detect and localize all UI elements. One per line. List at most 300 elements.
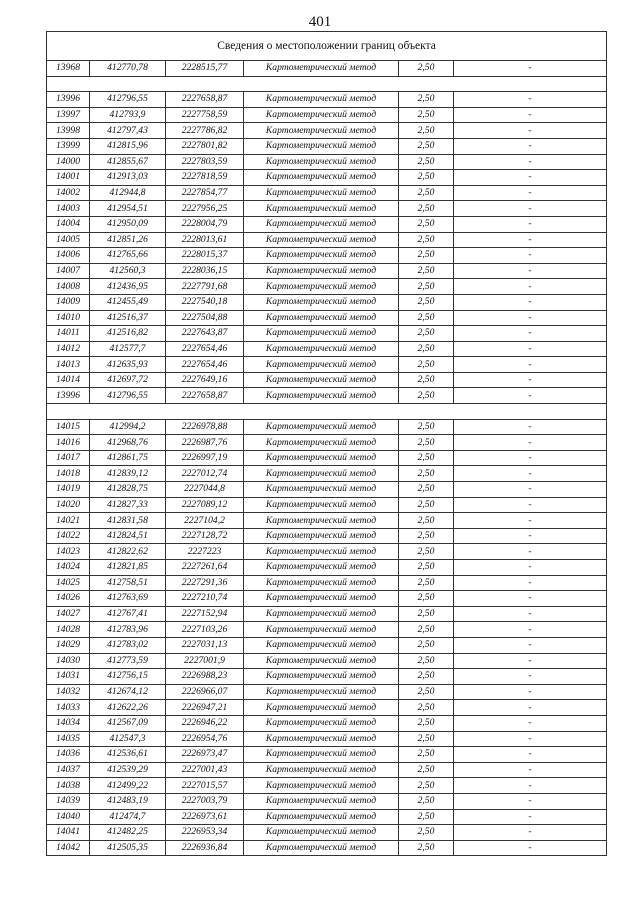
coord-y: 2228515,77 <box>166 61 244 77</box>
table-row <box>47 637 607 653</box>
method-cell: Картометрический метод <box>244 809 399 825</box>
coord-y: 2227803,59 <box>166 154 244 170</box>
coord-x: 412793,9 <box>90 107 166 123</box>
coord-y: 2227015,57 <box>166 778 244 794</box>
precision-cell: 2,50 <box>399 575 454 591</box>
table-row <box>47 560 607 576</box>
point-number: 14020 <box>47 497 90 513</box>
point-number: 14036 <box>47 747 90 763</box>
point-number: 14027 <box>47 606 90 622</box>
precision-cell: 2,50 <box>399 793 454 809</box>
boundary-table <box>46 31 607 856</box>
point-number: 14040 <box>47 809 90 825</box>
coord-x: 412773,59 <box>90 653 166 669</box>
coord-y: 2227658,87 <box>166 388 244 404</box>
coord-y: 2227540,18 <box>166 294 244 310</box>
coord-x: 412560,3 <box>90 263 166 279</box>
point-number: 14002 <box>47 185 90 201</box>
table-row <box>47 840 607 856</box>
table-row <box>47 232 607 248</box>
point-number: 14029 <box>47 637 90 653</box>
coord-x: 412831,58 <box>90 513 166 529</box>
point-number: 14004 <box>47 216 90 232</box>
precision-cell: 2,50 <box>399 684 454 700</box>
point-number: 14007 <box>47 263 90 279</box>
coord-y: 2226987,76 <box>166 435 244 451</box>
method-cell: Картометрический метод <box>244 216 399 232</box>
coord-y: 2226966,07 <box>166 684 244 700</box>
table-row <box>47 279 607 295</box>
precision-cell: 2,50 <box>399 216 454 232</box>
coord-y: 2228015,37 <box>166 248 244 264</box>
point-number: 14014 <box>47 372 90 388</box>
coord-x: 412827,33 <box>90 497 166 513</box>
coord-x: 412822,62 <box>90 544 166 560</box>
table-row <box>47 575 607 591</box>
table-row <box>47 482 607 498</box>
precision-cell: 2,50 <box>399 513 454 529</box>
precision-cell: 2,50 <box>399 560 454 576</box>
table-row <box>47 528 607 544</box>
point-number: 14039 <box>47 793 90 809</box>
table-row <box>47 170 607 186</box>
coord-x: 412861,75 <box>90 450 166 466</box>
point-number: 14033 <box>47 700 90 716</box>
table-row <box>47 185 607 201</box>
description-cell: - <box>454 263 607 279</box>
coord-y: 2228013,61 <box>166 232 244 248</box>
method-cell: Картометрический метод <box>244 388 399 404</box>
method-cell: Картометрический метод <box>244 731 399 747</box>
precision-cell: 2,50 <box>399 326 454 342</box>
table-row <box>47 653 607 669</box>
description-cell: - <box>454 684 607 700</box>
coord-y: 2227223 <box>166 544 244 560</box>
table-row <box>47 715 607 731</box>
coord-x: 412622,26 <box>90 700 166 716</box>
method-cell: Картометрический метод <box>244 419 399 435</box>
table-row <box>47 513 607 529</box>
boundary-sheet <box>46 31 606 856</box>
method-cell: Картометрический метод <box>244 653 399 669</box>
method-cell: Картометрический метод <box>244 544 399 560</box>
coord-x: 412855,67 <box>90 154 166 170</box>
description-cell: - <box>454 435 607 451</box>
coord-y: 2226978,88 <box>166 419 244 435</box>
table-row <box>47 372 607 388</box>
point-number: 14024 <box>47 560 90 576</box>
point-number: 14012 <box>47 341 90 357</box>
precision-cell: 2,50 <box>399 372 454 388</box>
point-number: 14022 <box>47 528 90 544</box>
method-cell: Картометрический метод <box>244 762 399 778</box>
description-cell: - <box>454 232 607 248</box>
coord-y: 2227504,88 <box>166 310 244 326</box>
coord-y: 2227786,82 <box>166 123 244 139</box>
method-cell: Картометрический метод <box>244 840 399 856</box>
precision-cell: 2,50 <box>399 466 454 482</box>
coord-x: 412783,02 <box>90 637 166 653</box>
method-cell: Картометрический метод <box>244 622 399 638</box>
precision-cell: 2,50 <box>399 700 454 716</box>
coord-x: 412674,12 <box>90 684 166 700</box>
method-cell: Картометрический метод <box>244 825 399 841</box>
table-row <box>47 778 607 794</box>
coord-y: 2226947,21 <box>166 700 244 716</box>
description-cell: - <box>454 248 607 264</box>
precision-cell: 2,50 <box>399 232 454 248</box>
description-cell: - <box>454 185 607 201</box>
point-number: 14008 <box>47 279 90 295</box>
point-number: 14010 <box>47 310 90 326</box>
table-row <box>47 809 607 825</box>
precision-cell: 2,50 <box>399 107 454 123</box>
table-row <box>47 419 607 435</box>
description-cell: - <box>454 419 607 435</box>
table-row <box>47 326 607 342</box>
method-cell: Картометрический метод <box>244 372 399 388</box>
precision-cell: 2,50 <box>399 637 454 653</box>
coord-x: 412783,96 <box>90 622 166 638</box>
point-number: 14001 <box>47 170 90 186</box>
coord-x: 412697,72 <box>90 372 166 388</box>
method-cell: Картометрический метод <box>244 123 399 139</box>
coord-y: 2227044,8 <box>166 482 244 498</box>
point-number: 14023 <box>47 544 90 560</box>
description-cell: - <box>454 279 607 295</box>
coord-y: 2227801,82 <box>166 138 244 154</box>
point-number: 13968 <box>47 61 90 77</box>
precision-cell: 2,50 <box>399 747 454 763</box>
method-cell: Картометрический метод <box>244 435 399 451</box>
method-cell: Картометрический метод <box>244 185 399 201</box>
method-cell: Картометрический метод <box>244 482 399 498</box>
point-number: 13998 <box>47 123 90 139</box>
precision-cell: 2,50 <box>399 669 454 685</box>
method-cell: Картометрический метод <box>244 575 399 591</box>
method-cell: Картометрический метод <box>244 778 399 794</box>
description-cell: - <box>454 793 607 809</box>
coord-x: 412536,61 <box>90 747 166 763</box>
description-cell: - <box>454 388 607 404</box>
table-row <box>47 92 607 108</box>
description-cell: - <box>454 622 607 638</box>
coord-y: 2227001,9 <box>166 653 244 669</box>
coord-x: 412756,15 <box>90 669 166 685</box>
method-cell: Картометрический метод <box>244 700 399 716</box>
precision-cell: 2,50 <box>399 731 454 747</box>
method-cell: Картометрический метод <box>244 138 399 154</box>
description-cell: - <box>454 450 607 466</box>
precision-cell: 2,50 <box>399 544 454 560</box>
coord-x: 412567,09 <box>90 715 166 731</box>
method-cell: Картометрический метод <box>244 341 399 357</box>
table-row <box>47 154 607 170</box>
table-row <box>47 310 607 326</box>
method-cell: Картометрический метод <box>244 669 399 685</box>
method-cell: Картометрический метод <box>244 528 399 544</box>
description-cell: - <box>454 637 607 653</box>
precision-cell: 2,50 <box>399 653 454 669</box>
coord-x: 412455,49 <box>90 294 166 310</box>
description-cell: - <box>454 466 607 482</box>
description-cell: - <box>454 606 607 622</box>
precision-cell: 2,50 <box>399 591 454 607</box>
coord-x: 412944,8 <box>90 185 166 201</box>
coord-y: 2227031,13 <box>166 637 244 653</box>
description-cell: - <box>454 372 607 388</box>
description-cell: - <box>454 341 607 357</box>
coord-y: 2227261,64 <box>166 560 244 576</box>
precision-cell: 2,50 <box>399 622 454 638</box>
method-cell: Картометрический метод <box>244 279 399 295</box>
precision-cell: 2,50 <box>399 825 454 841</box>
table-row <box>47 825 607 841</box>
coord-x: 412828,75 <box>90 482 166 498</box>
method-cell: Картометрический метод <box>244 560 399 576</box>
description-cell: - <box>454 747 607 763</box>
description-cell: - <box>454 809 607 825</box>
point-number: 14035 <box>47 731 90 747</box>
method-cell: Картометрический метод <box>244 107 399 123</box>
precision-cell: 2,50 <box>399 170 454 186</box>
table-row <box>47 669 607 685</box>
point-number: 14038 <box>47 778 90 794</box>
point-number: 14037 <box>47 762 90 778</box>
method-cell: Картометрический метод <box>244 637 399 653</box>
precision-cell: 2,50 <box>399 450 454 466</box>
table-header: Сведения о местоположении границ объекта <box>47 32 607 61</box>
description-cell: - <box>454 840 607 856</box>
precision-cell: 2,50 <box>399 809 454 825</box>
method-cell: Картометрический метод <box>244 747 399 763</box>
point-number: 14011 <box>47 326 90 342</box>
method-cell: Картометрический метод <box>244 357 399 373</box>
description-cell: - <box>454 482 607 498</box>
coord-y: 2227654,46 <box>166 341 244 357</box>
coord-x: 412505,35 <box>90 840 166 856</box>
table-row <box>47 622 607 638</box>
point-number: 14018 <box>47 466 90 482</box>
coord-x: 412821,85 <box>90 560 166 576</box>
coord-x: 412482,25 <box>90 825 166 841</box>
description-cell: - <box>454 575 607 591</box>
page-number: 401 <box>308 14 332 30</box>
table-row <box>47 216 607 232</box>
group-separator <box>47 76 607 92</box>
table-row <box>47 700 607 716</box>
table-row <box>47 747 607 763</box>
table-row <box>47 248 607 264</box>
point-number: 14000 <box>47 154 90 170</box>
coord-y: 2226953,34 <box>166 825 244 841</box>
description-cell: - <box>454 357 607 373</box>
coord-x: 412516,82 <box>90 326 166 342</box>
coord-x: 412950,09 <box>90 216 166 232</box>
coord-y: 2227104,2 <box>166 513 244 529</box>
point-number: 14019 <box>47 482 90 498</box>
precision-cell: 2,50 <box>399 482 454 498</box>
precision-cell: 2,50 <box>399 279 454 295</box>
description-cell: - <box>454 170 607 186</box>
table-row <box>47 591 607 607</box>
method-cell: Картометрический метод <box>244 450 399 466</box>
coord-y: 2227012,74 <box>166 466 244 482</box>
point-number: 14005 <box>47 232 90 248</box>
method-cell: Картометрический метод <box>244 154 399 170</box>
coord-y: 2227649,16 <box>166 372 244 388</box>
description-cell: - <box>454 92 607 108</box>
coord-x: 412796,55 <box>90 388 166 404</box>
table-row <box>47 388 607 404</box>
description-cell: - <box>454 310 607 326</box>
description-cell: - <box>454 544 607 560</box>
table-row <box>47 466 607 482</box>
method-cell: Картометрический метод <box>244 326 399 342</box>
coord-x: 412499,22 <box>90 778 166 794</box>
description-cell: - <box>454 138 607 154</box>
coord-x: 412635,93 <box>90 357 166 373</box>
precision-cell: 2,50 <box>399 154 454 170</box>
precision-cell: 2,50 <box>399 138 454 154</box>
description-cell: - <box>454 825 607 841</box>
table-row <box>47 341 607 357</box>
coord-y: 2227089,12 <box>166 497 244 513</box>
description-cell: - <box>454 216 607 232</box>
point-number: 14013 <box>47 357 90 373</box>
precision-cell: 2,50 <box>399 388 454 404</box>
point-number: 13999 <box>47 138 90 154</box>
method-cell: Картометрический метод <box>244 248 399 264</box>
point-number: 14006 <box>47 248 90 264</box>
table-row <box>47 435 607 451</box>
coord-x: 412767,41 <box>90 606 166 622</box>
coord-x: 412796,55 <box>90 92 166 108</box>
coord-x: 412758,51 <box>90 575 166 591</box>
coord-x: 412770,78 <box>90 61 166 77</box>
coord-x: 412851,26 <box>90 232 166 248</box>
coord-y: 2226973,47 <box>166 747 244 763</box>
method-cell: Картометрический метод <box>244 232 399 248</box>
precision-cell: 2,50 <box>399 341 454 357</box>
point-number: 14032 <box>47 684 90 700</box>
precision-cell: 2,50 <box>399 528 454 544</box>
precision-cell: 2,50 <box>399 123 454 139</box>
coord-y: 2227818,59 <box>166 170 244 186</box>
method-cell: Картометрический метод <box>244 684 399 700</box>
description-cell: - <box>454 123 607 139</box>
point-number: 13996 <box>47 388 90 404</box>
description-cell: - <box>454 61 607 77</box>
table-row <box>47 123 607 139</box>
coord-x: 412483,19 <box>90 793 166 809</box>
description-cell: - <box>454 294 607 310</box>
coord-y: 2228036,15 <box>166 263 244 279</box>
description-cell: - <box>454 497 607 513</box>
method-cell: Картометрический метод <box>244 310 399 326</box>
coord-x: 412763,69 <box>90 591 166 607</box>
description-cell: - <box>454 653 607 669</box>
coord-y: 2227001,43 <box>166 762 244 778</box>
description-cell: - <box>454 326 607 342</box>
coord-y: 2226988,23 <box>166 669 244 685</box>
coord-x: 412797,43 <box>90 123 166 139</box>
precision-cell: 2,50 <box>399 201 454 217</box>
method-cell: Картометрический метод <box>244 61 399 77</box>
description-cell: - <box>454 560 607 576</box>
description-cell: - <box>454 762 607 778</box>
method-cell: Картометрический метод <box>244 715 399 731</box>
point-number: 14031 <box>47 669 90 685</box>
method-cell: Картометрический метод <box>244 591 399 607</box>
precision-cell: 2,50 <box>399 778 454 794</box>
point-number: 14034 <box>47 715 90 731</box>
coord-y: 2227854,77 <box>166 185 244 201</box>
method-cell: Картометрический метод <box>244 263 399 279</box>
method-cell: Картометрический метод <box>244 201 399 217</box>
description-cell: - <box>454 715 607 731</box>
description-cell: - <box>454 107 607 123</box>
precision-cell: 2,50 <box>399 61 454 77</box>
description-cell: - <box>454 528 607 544</box>
coord-y: 2227658,87 <box>166 92 244 108</box>
coord-y: 2227103,26 <box>166 622 244 638</box>
coord-y: 2227210,74 <box>166 591 244 607</box>
method-cell: Картометрический метод <box>244 294 399 310</box>
point-number: 14030 <box>47 653 90 669</box>
coord-x: 412815,96 <box>90 138 166 154</box>
point-number: 14021 <box>47 513 90 529</box>
precision-cell: 2,50 <box>399 294 454 310</box>
coord-y: 2228004,79 <box>166 216 244 232</box>
table-row <box>47 138 607 154</box>
coord-x: 412547,3 <box>90 731 166 747</box>
coord-x: 412968,76 <box>90 435 166 451</box>
point-number: 13997 <box>47 107 90 123</box>
coord-y: 2226954,76 <box>166 731 244 747</box>
precision-cell: 2,50 <box>399 185 454 201</box>
coord-x: 412765,66 <box>90 248 166 264</box>
method-cell: Картометрический метод <box>244 466 399 482</box>
description-cell: - <box>454 513 607 529</box>
coord-x: 412913,03 <box>90 170 166 186</box>
coord-y: 2226997,19 <box>166 450 244 466</box>
point-number: 14042 <box>47 840 90 856</box>
coord-y: 2227956,25 <box>166 201 244 217</box>
method-cell: Картометрический метод <box>244 92 399 108</box>
precision-cell: 2,50 <box>399 435 454 451</box>
coord-x: 412994,2 <box>90 419 166 435</box>
point-number: 14026 <box>47 591 90 607</box>
table-row <box>47 357 607 373</box>
precision-cell: 2,50 <box>399 419 454 435</box>
precision-cell: 2,50 <box>399 310 454 326</box>
point-number: 13996 <box>47 92 90 108</box>
coord-y: 2227003,79 <box>166 793 244 809</box>
point-number: 14028 <box>47 622 90 638</box>
coord-y: 2226936,84 <box>166 840 244 856</box>
coord-x: 412954,51 <box>90 201 166 217</box>
method-cell: Картометрический метод <box>244 170 399 186</box>
point-number: 14009 <box>47 294 90 310</box>
coord-y: 2226946,22 <box>166 715 244 731</box>
table-row <box>47 61 607 77</box>
coord-y: 2227291,36 <box>166 575 244 591</box>
group-separator <box>47 404 607 420</box>
precision-cell: 2,50 <box>399 248 454 264</box>
point-number: 14003 <box>47 201 90 217</box>
precision-cell: 2,50 <box>399 357 454 373</box>
